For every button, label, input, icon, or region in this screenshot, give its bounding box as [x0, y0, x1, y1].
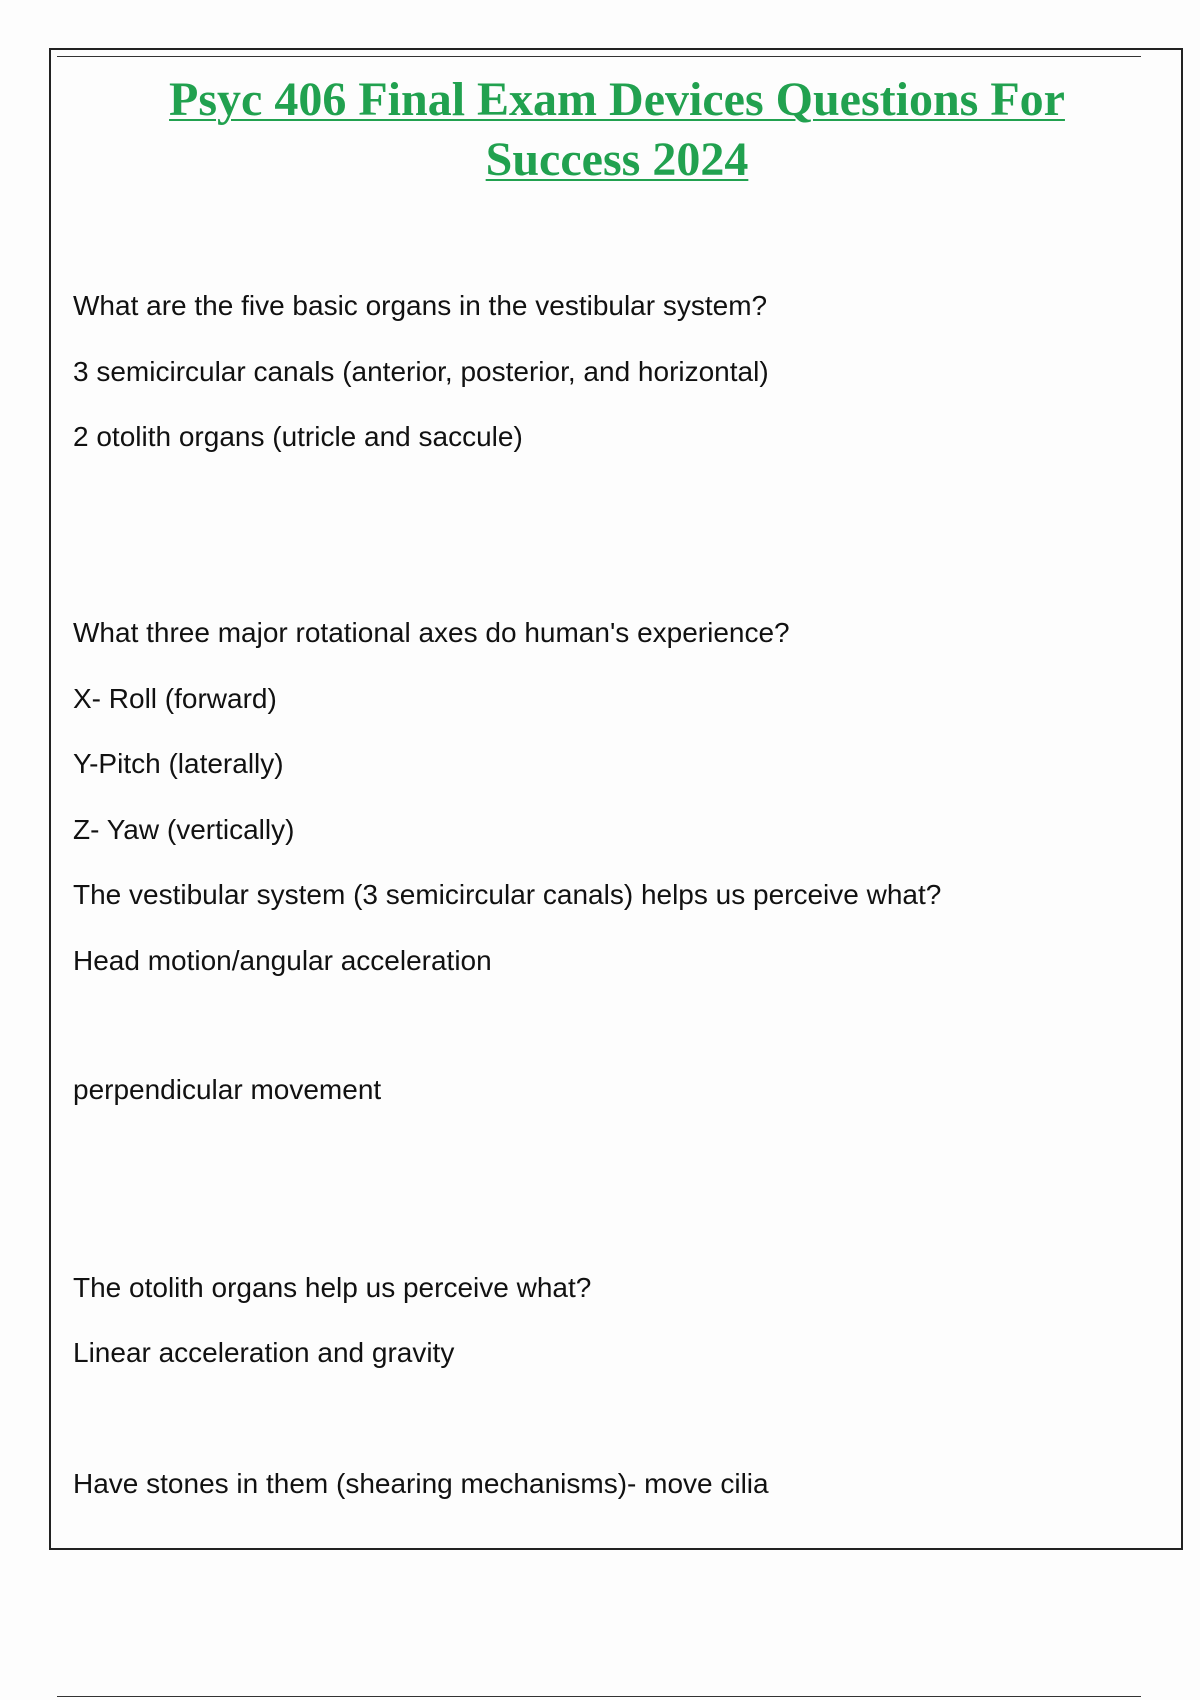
top-rule-divider — [57, 56, 1141, 57]
question-vestibular-perception: The vestibular system (3 semicircular canals) helps us perceive what? — [73, 879, 942, 910]
question-vestibular-organs: What are the five basic organs in the vestibular system? — [73, 290, 768, 321]
answer-z-yaw: Z- Yaw (vertically) — [73, 814, 295, 845]
answer-y-pitch: Y-Pitch (laterally) — [73, 748, 284, 779]
bottom-rule-divider — [57, 1696, 1141, 1697]
answer-semicircular-canals: 3 semicircular canals (anterior, posterior, and horizontal) — [73, 356, 769, 387]
page-border-frame — [49, 48, 1183, 1550]
answer-linear-acceleration: Linear acceleration and gravity — [73, 1337, 455, 1368]
answer-x-roll: X- Roll (forward) — [73, 683, 277, 714]
document-title: Psyc 406 Final Exam Devices Questions For Success 2024 — [169, 73, 1065, 186]
answer-head-motion: Head motion/angular acceleration — [73, 945, 492, 976]
question-rotational-axes: What three major rotational axes do human's experience? — [73, 617, 790, 648]
answer-perpendicular-movement: perpendicular movement — [73, 1074, 382, 1105]
answer-otolith-organs: 2 otolith organs (utricle and saccule) — [73, 421, 523, 452]
question-otolith-perception: The otolith organs help us perceive what? — [73, 1272, 592, 1303]
answer-stones-cilia: Have stones in them (shearing mechanisms)- move cilia — [73, 1468, 769, 1499]
